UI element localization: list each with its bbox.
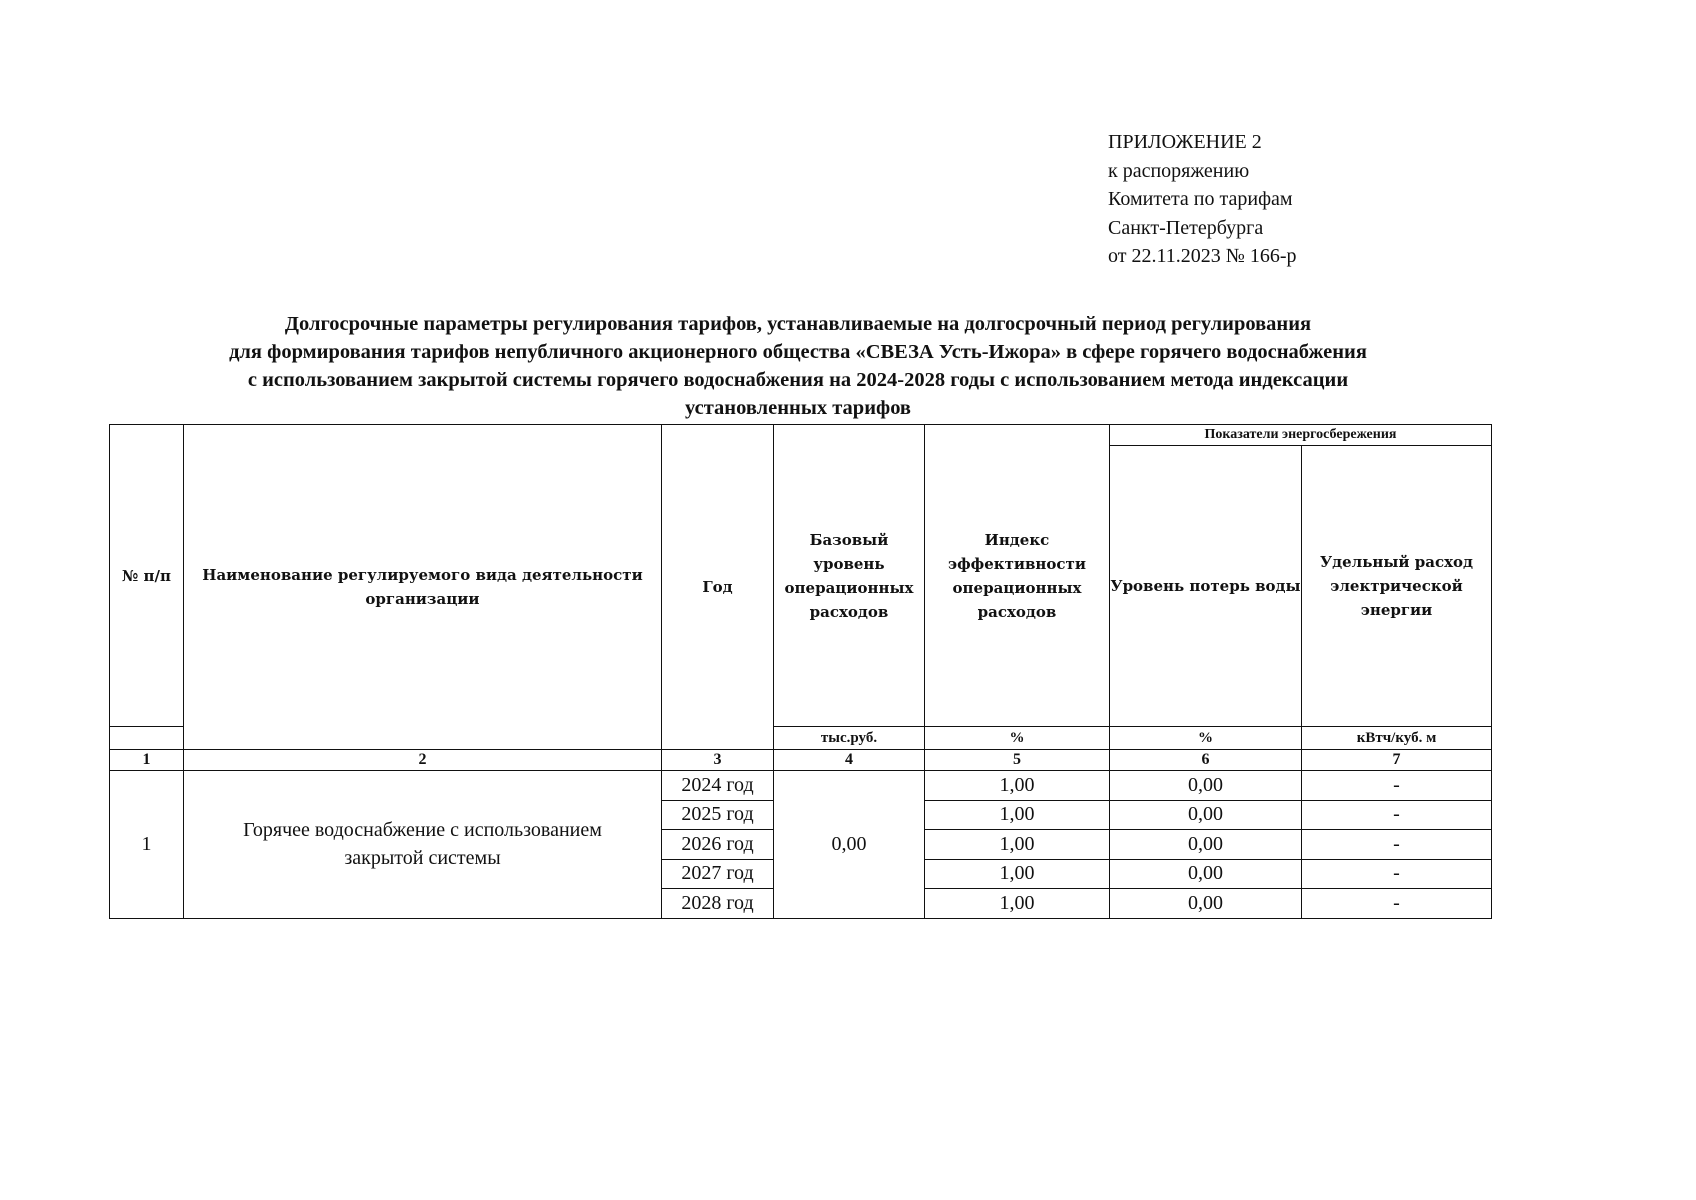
year-cell: 2025 год	[662, 800, 774, 830]
efficiency-index-value: 1,00	[925, 771, 1110, 801]
efficiency-index-value: 1,00	[925, 859, 1110, 889]
header-energy-group: Показатели энергосбережения	[1110, 425, 1492, 446]
header-efficiency-index: Индекс эффективности операционных расходов	[925, 425, 1110, 727]
year-cell: 2024 год	[662, 771, 774, 801]
efficiency-index-value: 1,00	[925, 800, 1110, 830]
column-number: 5	[925, 750, 1110, 771]
title-line: для формирования тарифов непубличного акционерного общества «СВЕЗА Усть-Ижора» в сфере горячего водоснабжения	[229, 341, 1367, 363]
base-costs-value: 0,00	[774, 771, 925, 919]
efficiency-index-value: 1,00	[925, 830, 1110, 860]
unit-water-loss: %	[1110, 727, 1302, 750]
header-name: Наименование регулируемого вида деятельности организации	[184, 425, 662, 750]
header-electricity: Удельный расход электрической энергии	[1302, 446, 1492, 727]
electricity-value: -	[1302, 800, 1492, 830]
water-loss-value: 0,00	[1110, 771, 1302, 801]
header-num: № п/п	[110, 425, 184, 727]
table-row	[110, 771, 1492, 801]
column-number: 7	[1302, 750, 1492, 771]
water-loss-value: 0,00	[1110, 889, 1302, 919]
electricity-value: -	[1302, 889, 1492, 919]
water-loss-value: 0,00	[1110, 830, 1302, 860]
appendix-block	[1108, 128, 1296, 271]
header-year: Год	[662, 425, 774, 750]
water-loss-value: 0,00	[1110, 800, 1302, 830]
header-water-loss: Уровень потерь воды	[1110, 446, 1302, 727]
appendix-line: Санкт-Петербурга	[1108, 216, 1264, 239]
appendix-title: ПРИЛОЖЕНИЕ 2	[1108, 131, 1262, 153]
activity-name-text: Горячее водоснабжение с использованием закрытой системы	[243, 819, 602, 870]
electricity-value: -	[1302, 859, 1492, 889]
electricity-value: -	[1302, 830, 1492, 860]
document-title	[110, 310, 1486, 422]
title-line: Долгосрочные параметры регулирования тарифов, устанавливаемые на долгосрочный период регулирования	[284, 313, 1312, 335]
column-number: 1	[110, 750, 184, 771]
appendix-line: к распоряжению	[1108, 159, 1250, 182]
unit-blank-cell	[110, 727, 184, 750]
column-number: 4	[774, 750, 925, 771]
appendix-line: Комитета по тарифам	[1108, 188, 1293, 210]
column-number: 2	[184, 750, 662, 771]
water-loss-value: 0,00	[1110, 859, 1302, 889]
title-line: с использованием закрытой системы горячего водоснабжения на 2024-2028 годы с использованием метода индексации	[247, 369, 1349, 391]
electricity-value: -	[1302, 771, 1492, 801]
year-cell: 2026 год	[662, 830, 774, 860]
unit-electricity: кВтч/куб. м	[1302, 727, 1492, 750]
efficiency-index-value: 1,00	[925, 889, 1110, 919]
year-cell: 2027 год	[662, 859, 774, 889]
tariff-parameters-table	[109, 424, 1492, 919]
year-cell: 2028 год	[662, 889, 774, 919]
header-base-costs: Базовый уровень операционных расходов	[774, 425, 925, 727]
row-number: 1	[110, 771, 184, 919]
unit-efficiency-index: %	[925, 727, 1110, 750]
activity-name	[184, 771, 662, 919]
unit-base-costs: тыс.руб.	[774, 727, 925, 750]
title-line: установленных тарифов	[684, 397, 912, 419]
column-number: 3	[662, 750, 774, 771]
column-number: 6	[1110, 750, 1302, 771]
appendix-date: от 22.11.2023 № 166-р	[1108, 245, 1297, 267]
